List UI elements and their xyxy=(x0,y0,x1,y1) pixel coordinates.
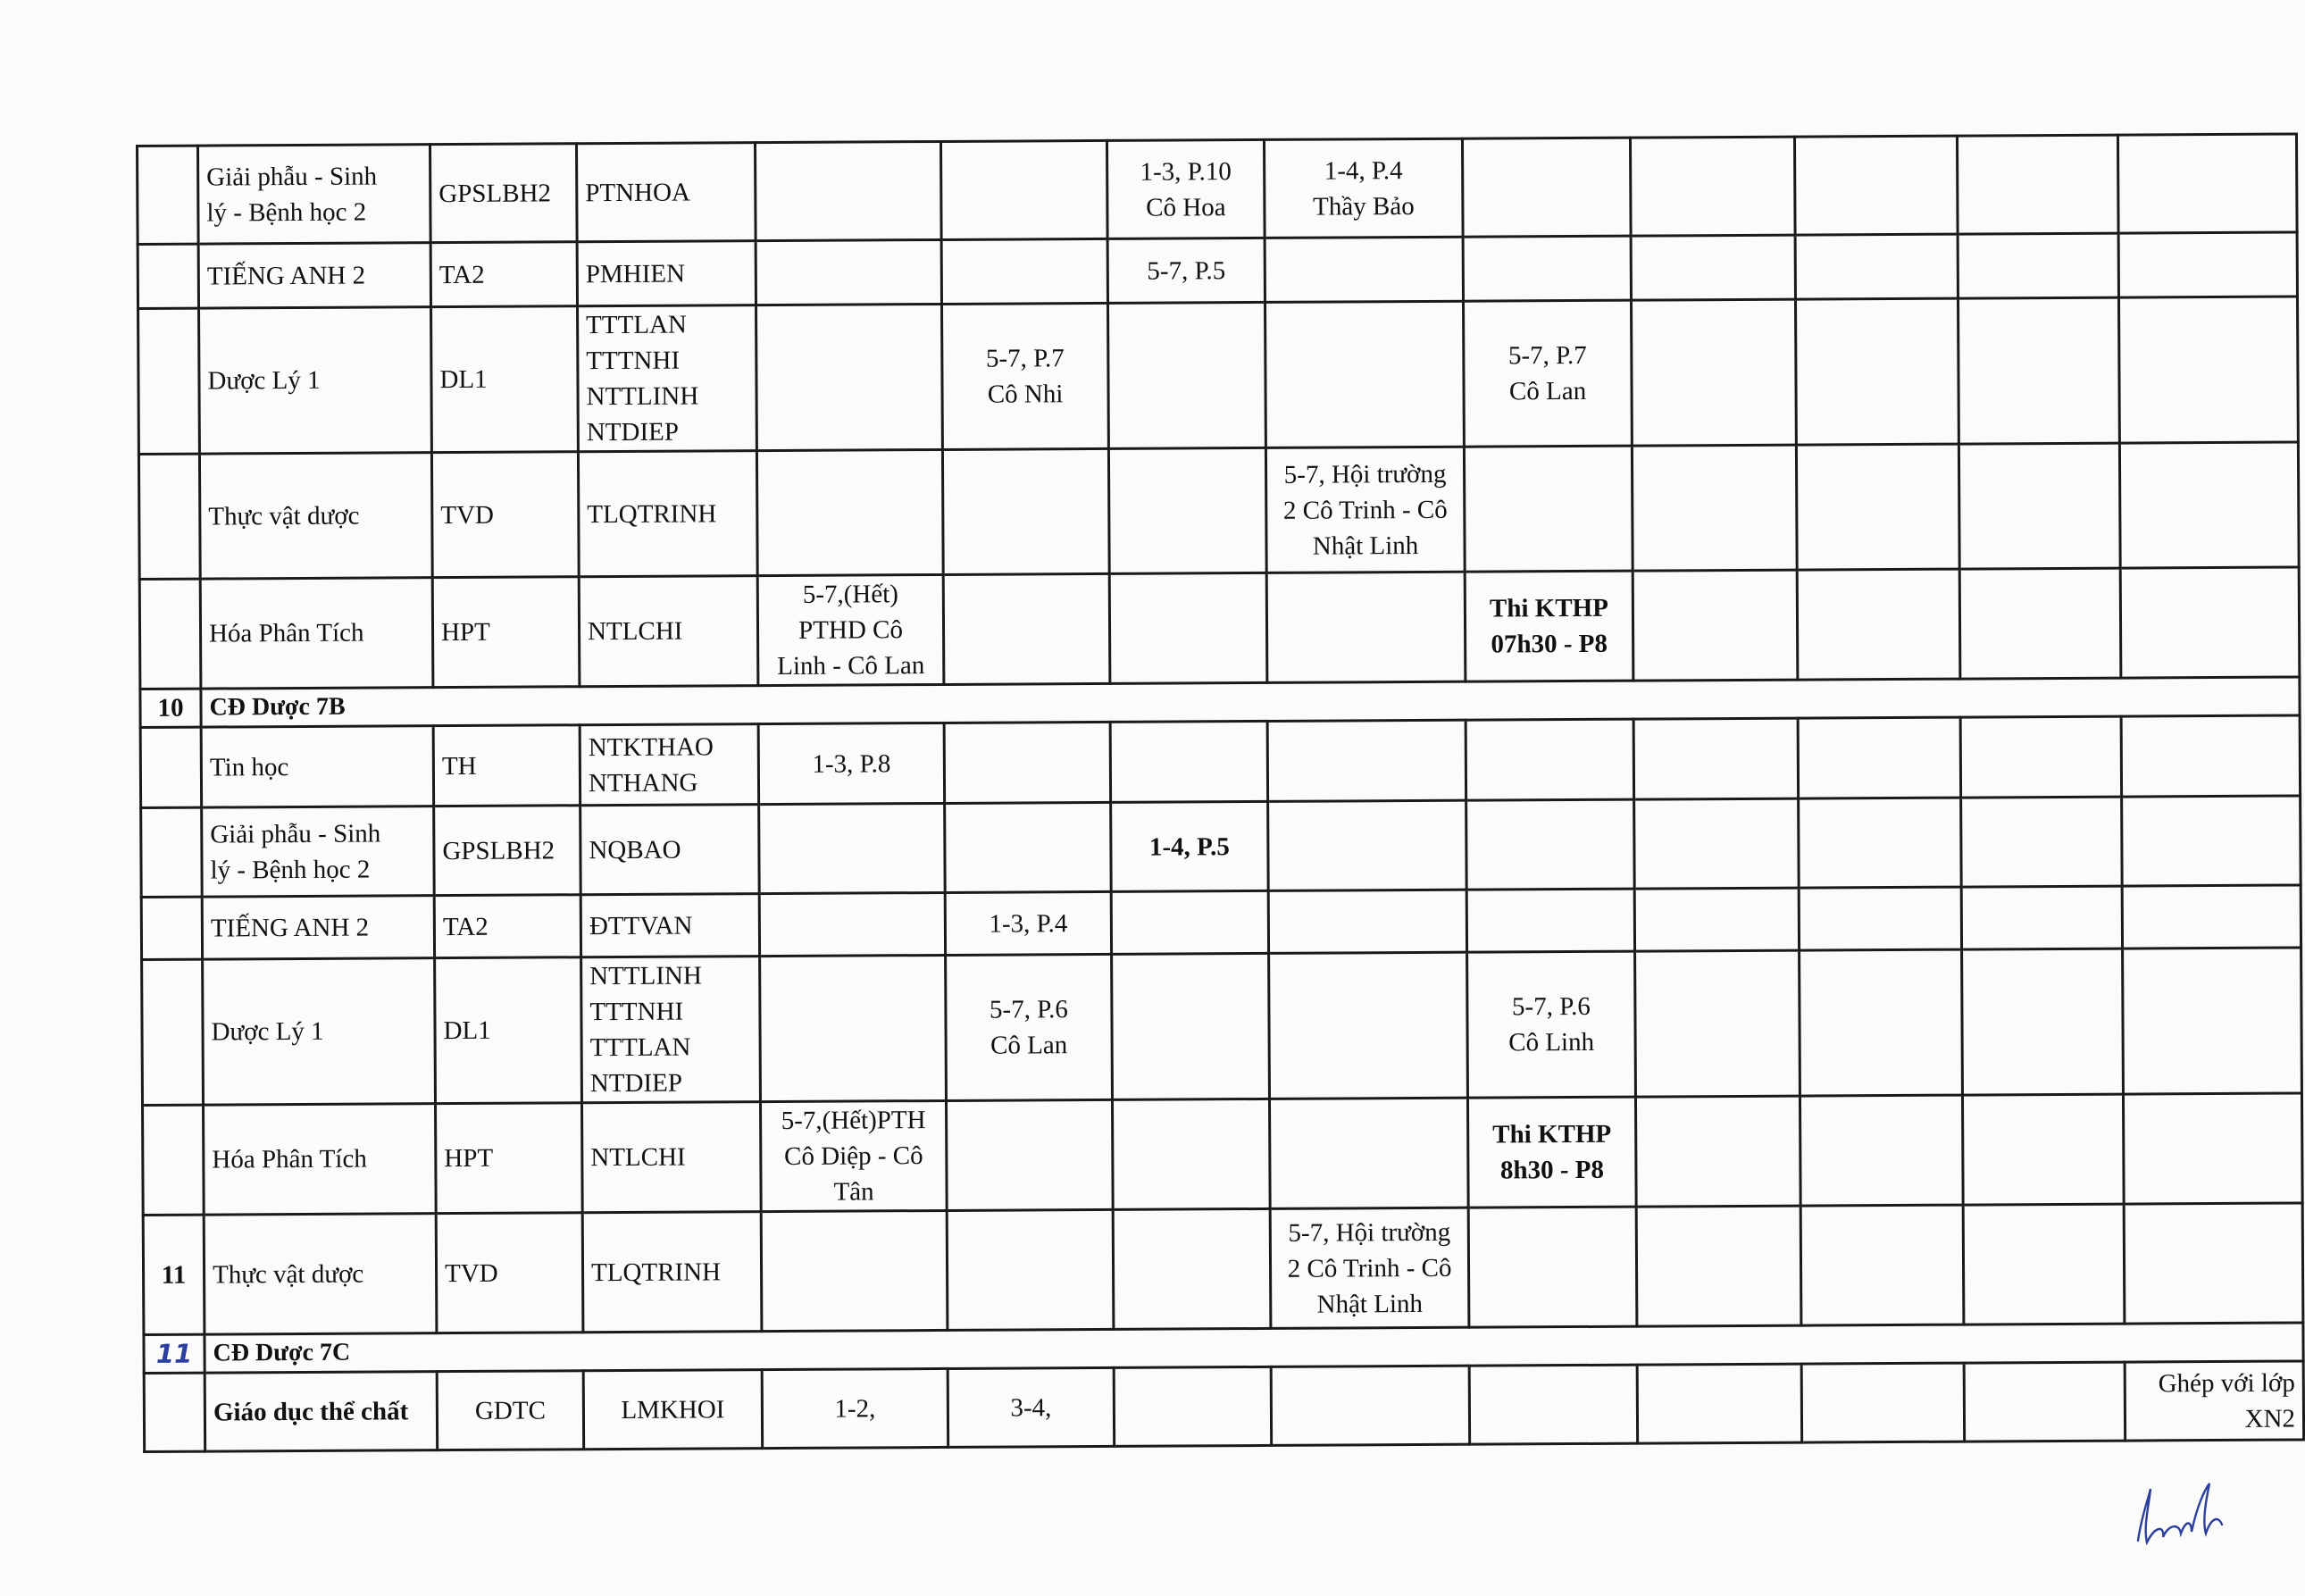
session-cell-d6 xyxy=(1270,1207,1469,1328)
teacher-cell xyxy=(580,894,759,957)
session-cell-d5 xyxy=(1111,801,1269,891)
group-number-line: 10 xyxy=(157,693,184,723)
course-code-cell-line: GPSLBH2 xyxy=(438,178,552,208)
row-number xyxy=(139,579,201,689)
course-code-cell xyxy=(437,1371,583,1450)
empty-day-cell xyxy=(2117,134,2297,233)
session-cell-d3-line: 5-7,(Hết) xyxy=(802,580,898,609)
teacher-cell-line: TTTNHI xyxy=(586,346,681,376)
teacher-cell-line: NTTLINH xyxy=(586,381,699,412)
schedule-table xyxy=(136,132,2305,1452)
empty-day-cell xyxy=(1635,950,1800,1097)
row-number-line: 11 xyxy=(161,1260,187,1290)
empty-day-cell xyxy=(1794,136,1958,235)
subject-cell-line: TIẾNG ANH 2 xyxy=(206,261,366,291)
table-row xyxy=(143,1093,2303,1216)
table-row xyxy=(140,715,2300,808)
empty-day-cell xyxy=(1801,1363,1964,1442)
teacher-cell xyxy=(577,143,756,242)
subject-cell-line: Tin học xyxy=(209,752,289,782)
subject-cell-line: Giáo dục thể chất xyxy=(213,1396,409,1427)
session-cell-d4 xyxy=(948,1367,1114,1447)
session-cell-d4 xyxy=(946,1099,1113,1210)
subject-cell-line: Giải phẫu - Sinh xyxy=(210,818,381,849)
subject-cell-line: Hóa Phân Tích xyxy=(212,1144,367,1174)
session-cell-d4-line: 1-3, P.4 xyxy=(989,908,1068,939)
teacher-cell-line: TTTNHI xyxy=(589,997,684,1027)
teacher-cell-line: NTLCHI xyxy=(590,1142,686,1173)
session-cell-d7-line: Thi KTHP xyxy=(1489,593,1608,623)
session-cell-d6 xyxy=(1269,1098,1468,1208)
session-cell-d3 xyxy=(759,892,945,956)
course-code-cell-line: TVD xyxy=(440,500,495,530)
table-row xyxy=(138,442,2299,580)
row-number xyxy=(143,1105,205,1215)
empty-day-cell xyxy=(1795,298,1958,445)
session-cell-d4 xyxy=(945,802,1112,892)
course-code-cell-line: DL1 xyxy=(439,364,488,395)
session-cell-d7-line: 8h30 - P8 xyxy=(1499,1155,1605,1185)
table-row xyxy=(138,134,2298,245)
course-code-cell-line: TVD xyxy=(444,1258,498,1288)
session-cell-d6-line: Nhật Linh xyxy=(1312,531,1419,561)
session-cell-d5 xyxy=(1113,1208,1271,1329)
teacher-cell-line: NTKTHAO xyxy=(588,731,714,762)
session-cell-d6 xyxy=(1265,237,1463,302)
teacher-cell-line: PMHIEN xyxy=(585,259,686,288)
session-cell-d7-line: 07h30 - P8 xyxy=(1491,629,1608,659)
empty-day-cell xyxy=(1631,235,1795,300)
session-cell-d5 xyxy=(1108,302,1266,448)
session-cell-d7-line: 5-7, P.6 xyxy=(1511,991,1591,1022)
session-cell-d7-line: Cô Lan xyxy=(1508,376,1587,406)
table-row xyxy=(141,885,2301,960)
teacher-cell-line: NQBAO xyxy=(589,835,681,865)
session-cell-d4 xyxy=(942,303,1109,449)
session-cell-d3 xyxy=(760,955,947,1101)
row-number xyxy=(138,454,200,579)
teacher-cell xyxy=(582,1212,762,1333)
session-cell-d5-line: Cô Hoa xyxy=(1146,192,1226,222)
subject-cell xyxy=(202,806,435,897)
subject-cell-line: Thực vật dược xyxy=(212,1259,364,1290)
empty-day-cell xyxy=(1114,1366,1271,1446)
session-cell-d6-line: Nhật Linh xyxy=(1316,1289,1424,1319)
course-code-cell-line: GDTC xyxy=(474,1395,546,1425)
session-cell-d7 xyxy=(1467,1097,1636,1207)
session-cell-d5 xyxy=(1107,238,1265,303)
teacher-cell-line: NTTLINH xyxy=(589,961,702,991)
session-cell-d4 xyxy=(940,140,1107,239)
subject-cell-line: Hóa Phân Tích xyxy=(208,618,364,648)
session-cell-d4 xyxy=(942,448,1109,574)
session-cell-d4-line: Cô Nhi xyxy=(987,380,1064,409)
session-cell-d7 xyxy=(1463,236,1631,301)
session-cell-d6 xyxy=(1267,720,1466,801)
table-row xyxy=(143,1203,2303,1335)
group-name-line: CĐ Dược 7C xyxy=(213,1338,351,1367)
empty-day-cell xyxy=(1795,234,1958,299)
course-code-cell-line: TA2 xyxy=(442,912,489,941)
subject-cell xyxy=(200,578,433,689)
session-cell-d7 xyxy=(1464,446,1633,572)
empty-day-cell xyxy=(1964,1362,2125,1441)
empty-day-cell xyxy=(1960,716,2122,798)
empty-day-cell xyxy=(1634,888,1799,951)
session-cell-d6-line: 1-4, P.4 xyxy=(1324,155,1403,186)
session-cell-d3-line: 1-2, xyxy=(834,1393,876,1424)
row-number xyxy=(142,959,204,1105)
teacher-cell-line: TTTLAN xyxy=(586,310,687,340)
row-number xyxy=(138,244,198,308)
session-cell-d4-line: Cô Lan xyxy=(990,1031,1068,1060)
session-cell-d5-line: 1-3, P.10 xyxy=(1140,156,1232,187)
group-name-line: CĐ Dược 7B xyxy=(209,692,346,722)
empty-day-cell xyxy=(2122,885,2301,948)
session-cell-d4 xyxy=(946,954,1113,1100)
row-number xyxy=(143,1215,205,1334)
empty-day-cell xyxy=(2120,567,2300,678)
table-row xyxy=(138,232,2297,309)
empty-day-cell xyxy=(1958,297,2119,444)
teacher-cell xyxy=(583,1370,762,1450)
empty-day-cell xyxy=(1800,1095,1963,1206)
group-number xyxy=(140,689,201,727)
empty-day-cell xyxy=(1630,137,1795,236)
empty-day-cell xyxy=(1469,1365,1637,1444)
empty-day-cell xyxy=(1958,233,2118,298)
session-cell-d6-line: 2 Cô Trinh - Cô xyxy=(1282,495,1448,525)
session-cell-d5 xyxy=(1110,721,1267,802)
teacher-cell xyxy=(580,805,760,895)
session-cell-d3 xyxy=(758,723,944,804)
subject-cell xyxy=(199,453,432,579)
session-cell-d4 xyxy=(947,1209,1114,1330)
session-cell-d4 xyxy=(945,891,1111,955)
table-row xyxy=(142,948,2302,1106)
empty-day-cell xyxy=(2118,232,2297,297)
session-cell-d3 xyxy=(756,449,943,575)
row-number xyxy=(141,807,203,897)
session-cell-d3 xyxy=(755,141,941,240)
group-number-line: 11 xyxy=(155,1338,193,1369)
session-cell-d5-line: 1-4, P.5 xyxy=(1148,831,1230,862)
session-cell-d3 xyxy=(760,1100,947,1211)
teacher-cell xyxy=(578,305,757,452)
empty-day-cell xyxy=(1800,949,1963,1096)
session-cell-d6-line: 5-7, Hội trường xyxy=(1288,1217,1451,1248)
session-cell-d5 xyxy=(1107,139,1265,238)
session-cell-d6-line: 5-7, Hội trường xyxy=(1283,459,1447,489)
course-code-cell xyxy=(433,725,580,806)
empty-day-cell xyxy=(1799,798,1962,888)
session-cell-d7 xyxy=(1464,300,1633,447)
empty-day-cell xyxy=(2123,948,2302,1094)
subject-cell-line: Thực vật dược xyxy=(208,501,360,531)
session-cell-d3 xyxy=(757,574,944,685)
subject-cell-line: Giải phẫu - Sinh xyxy=(206,161,378,192)
subject-cell xyxy=(204,1214,437,1334)
session-cell-d6 xyxy=(1266,572,1466,682)
handwritten-signature xyxy=(2129,1471,2227,1551)
session-cell-d6-line: Thầy Bảo xyxy=(1313,191,1415,221)
empty-day-cell xyxy=(2118,297,2298,443)
session-cell-d4 xyxy=(944,722,1110,803)
teacher-cell-line: NTLCHI xyxy=(587,616,683,647)
empty-day-cell xyxy=(1958,443,2120,569)
session-cell-d7 xyxy=(1466,719,1633,800)
session-cell-d3-line: Linh - Cô Lan xyxy=(777,651,925,681)
row-number xyxy=(140,727,202,807)
table-row xyxy=(138,297,2299,455)
empty-day-cell xyxy=(2124,1203,2303,1324)
empty-day-cell xyxy=(1635,1096,1800,1207)
teacher-cell-line: TLQTRINH xyxy=(587,498,717,529)
teacher-cell-line: PTNHOA xyxy=(585,178,691,207)
subject-cell-line: Dược Lý 1 xyxy=(207,365,321,396)
course-code-cell xyxy=(436,1213,583,1333)
course-code-cell xyxy=(432,577,580,688)
empty-day-cell xyxy=(1962,948,2124,1095)
course-code-cell xyxy=(436,1103,583,1214)
row-number xyxy=(138,146,199,244)
session-cell-d3-line: PTHD Cô xyxy=(798,615,904,645)
teacher-cell-line: NTDIEP xyxy=(586,417,680,447)
session-cell-d6 xyxy=(1264,138,1463,238)
empty-day-cell xyxy=(1961,797,2123,887)
table-row xyxy=(144,1361,2303,1452)
teacher-cell-line: TTTLAN xyxy=(589,1032,691,1063)
teacher-cell xyxy=(577,241,756,306)
empty-day-cell xyxy=(1634,798,1800,889)
subject-cell xyxy=(201,726,433,807)
teacher-cell-line: NTHANG xyxy=(588,767,698,798)
empty-day-cell xyxy=(1799,887,1961,950)
session-cell-d7 xyxy=(1468,1207,1637,1327)
session-cell-d5-line: 5-7, P.5 xyxy=(1147,255,1226,286)
session-cell-d5 xyxy=(1109,572,1267,683)
session-cell-d6 xyxy=(1265,301,1465,447)
empty-day-cell xyxy=(1959,568,2121,679)
subject-cell xyxy=(198,243,430,308)
session-cell-d7 xyxy=(1462,138,1631,237)
session-cell-d7-line: 5-7, P.7 xyxy=(1507,340,1587,371)
session-cell-d4 xyxy=(943,573,1110,684)
session-cell-d4-line: 5-7, P.7 xyxy=(985,344,1065,373)
session-cell-d6 xyxy=(1265,447,1465,572)
empty-day-cell xyxy=(1961,886,2122,949)
empty-day-cell xyxy=(1957,135,2118,234)
session-cell-d3-line: Cô Diệp - Cô xyxy=(784,1141,923,1171)
empty-day-cell xyxy=(1632,445,1797,571)
session-cell-d7 xyxy=(1466,889,1634,952)
session-cell-d7-line: Cô Linh xyxy=(1508,1027,1595,1057)
empty-day-cell xyxy=(2122,796,2301,886)
empty-day-cell xyxy=(2121,715,2300,797)
note-cell-line: Ghép với lớp XN2 xyxy=(2158,1368,2296,1433)
session-cell-d6-line: 2 Cô Trinh - Cô xyxy=(1287,1253,1452,1283)
subject-cell-line: lý - Bệnh học 2 xyxy=(210,855,371,885)
empty-day-cell xyxy=(1637,1364,1801,1443)
session-cell-d3 xyxy=(762,1368,948,1448)
empty-day-cell xyxy=(1962,1094,2124,1205)
session-cell-d6 xyxy=(1269,952,1468,1099)
row-number xyxy=(141,897,202,959)
course-code-cell-line: TH xyxy=(441,751,477,781)
empty-day-cell xyxy=(1797,569,1960,680)
session-cell-d3 xyxy=(759,803,946,893)
course-code-cell xyxy=(430,144,578,243)
subject-cell xyxy=(199,307,432,454)
group-number xyxy=(144,1334,205,1373)
subject-cell xyxy=(198,145,431,244)
session-cell-d3-line: Tân xyxy=(833,1177,874,1207)
subject-cell-line: Dược Lý 1 xyxy=(211,1016,324,1047)
session-cell-d5 xyxy=(1108,447,1266,573)
note-cell xyxy=(2125,1361,2303,1441)
table-row xyxy=(141,796,2301,898)
empty-day-cell xyxy=(2119,442,2299,568)
session-cell-d5 xyxy=(1111,890,1268,954)
subject-cell-line: lý - Bệnh học 2 xyxy=(206,197,367,228)
teacher-cell xyxy=(579,576,758,687)
session-cell-d7 xyxy=(1465,571,1633,681)
subject-cell xyxy=(202,896,434,959)
course-code-cell-line: DL1 xyxy=(443,1015,491,1046)
session-cell-d4-line: 3-4, xyxy=(1010,1392,1052,1423)
teacher-cell xyxy=(581,957,761,1103)
subject-cell xyxy=(205,1372,437,1451)
empty-day-cell xyxy=(1636,1206,1801,1326)
session-cell-d5 xyxy=(1112,953,1270,1099)
session-cell-d7-line: Thi KTHP xyxy=(1492,1119,1612,1149)
session-cell-d4 xyxy=(941,238,1107,304)
session-cell-d3-line: 1-3, P.8 xyxy=(812,748,891,779)
course-code-cell xyxy=(434,806,581,896)
empty-day-cell xyxy=(1963,1204,2125,1324)
course-code-cell-line: TA2 xyxy=(438,260,485,289)
subject-cell xyxy=(203,958,436,1105)
empty-day-cell xyxy=(1633,718,1798,799)
course-code-cell xyxy=(431,306,579,453)
empty-day-cell xyxy=(1796,444,1959,570)
session-cell-d3 xyxy=(756,239,941,305)
session-cell-d3 xyxy=(756,304,943,450)
empty-day-cell xyxy=(1798,717,1960,798)
course-code-cell xyxy=(434,895,580,958)
teacher-cell-line: NTDIEP xyxy=(589,1068,683,1099)
teacher-cell xyxy=(578,451,757,577)
session-cell-d5 xyxy=(1112,1099,1270,1209)
teacher-cell xyxy=(581,1102,761,1213)
empty-day-cell xyxy=(2123,1093,2302,1204)
course-code-cell xyxy=(431,452,579,578)
empty-day-cell xyxy=(1800,1205,1964,1325)
row-number xyxy=(144,1373,205,1451)
course-code-cell xyxy=(435,957,582,1104)
session-cell-d7 xyxy=(1466,799,1635,890)
teacher-cell-line: LMKHOI xyxy=(621,1394,725,1425)
session-cell-d6 xyxy=(1268,800,1467,890)
empty-day-cell xyxy=(1633,570,1798,681)
teacher-cell xyxy=(580,724,758,806)
course-code-cell-line: GPSLBH2 xyxy=(442,835,555,865)
row-number xyxy=(138,308,200,454)
session-cell-d4-line: 5-7, P.6 xyxy=(989,995,1068,1024)
course-code-cell-line: HPT xyxy=(440,617,490,648)
empty-day-cell xyxy=(1631,299,1796,446)
session-cell-d6 xyxy=(1268,890,1466,953)
session-cell-d7 xyxy=(1467,951,1636,1098)
empty-day-cell xyxy=(1271,1366,1469,1445)
course-code-cell-line: HPT xyxy=(444,1143,494,1174)
table-row xyxy=(139,567,2300,689)
session-cell-d3 xyxy=(761,1210,948,1331)
teacher-cell-line: TLQTRINH xyxy=(590,1257,722,1287)
teacher-cell-line: ĐTTVAN xyxy=(589,911,693,940)
subject-cell xyxy=(204,1104,437,1215)
session-cell-d3-line: 5-7,(Hết)PTH xyxy=(781,1106,926,1135)
subject-cell-line: TIẾNG ANH 2 xyxy=(210,913,370,943)
course-code-cell xyxy=(430,242,577,307)
